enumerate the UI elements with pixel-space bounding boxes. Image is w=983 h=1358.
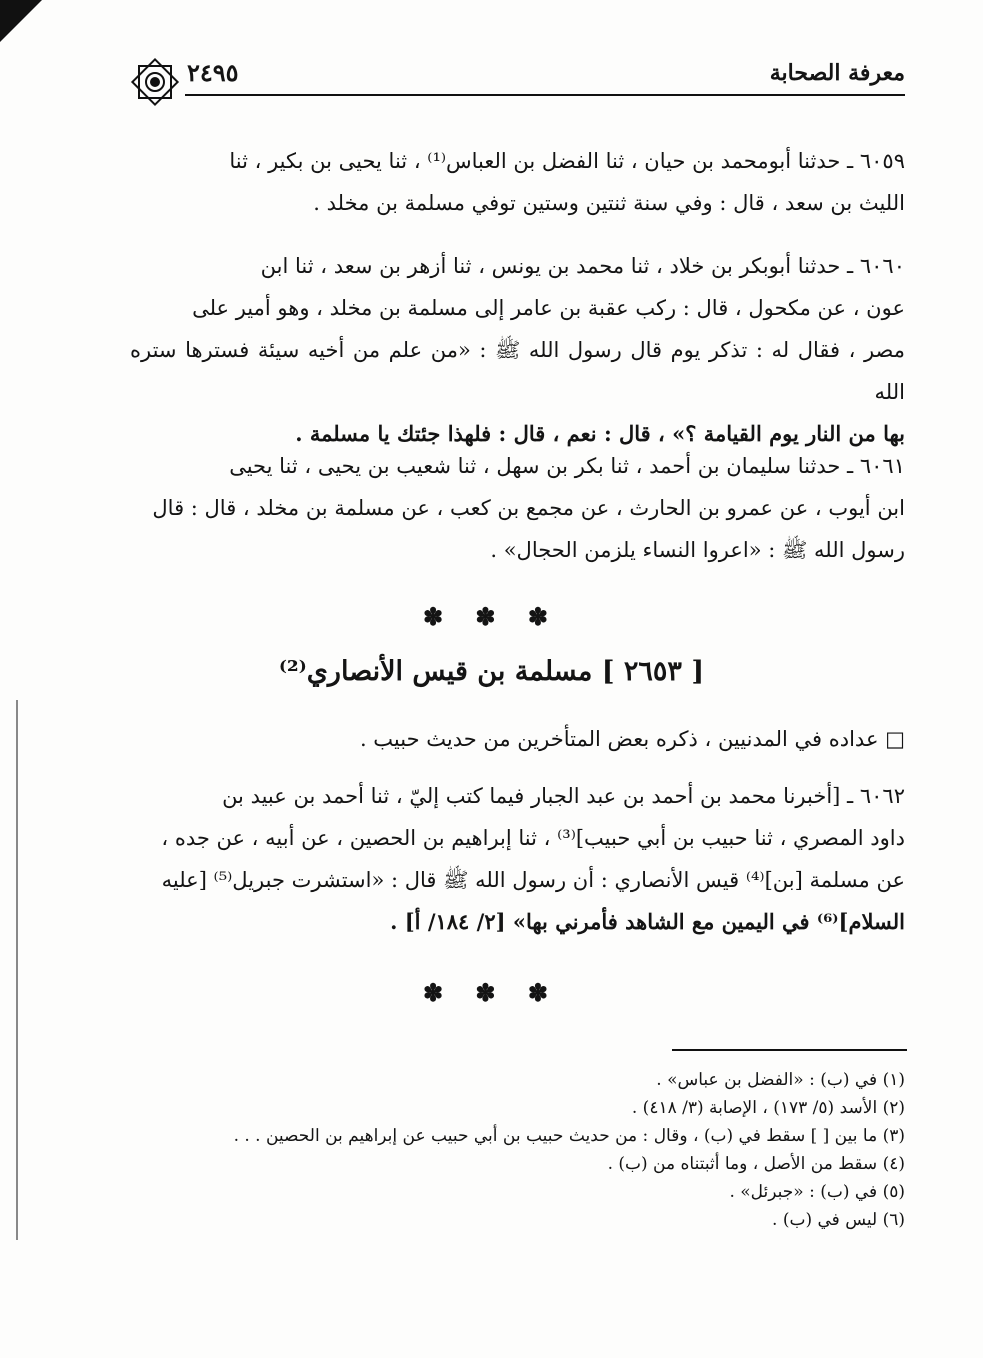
text-line: ابن أيوب ، عن عمرو بن الحارث ، عن مجمع بن كعب ، عن مسلمة بن مخلد ، قال : قال: [152, 496, 905, 520]
section-heading: [ ٢٦٥٣ ] مسلمة بن قيس الأنصاري⁽²⁾: [278, 656, 705, 687]
text-line: السلام]⁽⁶⁾ في اليمين مع الشاهد فأمرني بها» [٢/ ١٨٤/ أ] .: [390, 909, 905, 934]
footnote: (٦) ليس في (ب) .: [772, 1210, 905, 1230]
footnote: (٤) سقط من الأصل ، وما أثبتناه من (ب) .: [607, 1154, 905, 1174]
hadith-6060: [130, 245, 905, 455]
text-line: مصر ، فقال له : تذكر يوم قال رسول الله ﷺ : «من علم من أخيه سيئة فسترها ستره الله: [130, 338, 905, 404]
ornament-icon: [125, 52, 185, 112]
text-line: ٦٠٦١ ـ حدثنا سليمان بن أحمد ، ثنا بكر بن سهل ، ثنا شعيب بن يحيى ، ثنا يحيى: [229, 454, 905, 478]
footnote-rule: [672, 1049, 907, 1051]
text-line: □ عداده في المدنيين ، ذكره بعض المتأخرين من حديث حبيب .: [359, 727, 905, 751]
hadith-6059: [130, 140, 905, 224]
scan-edge-line: [16, 700, 18, 1240]
running-title: معرفة الصحابة: [769, 60, 905, 86]
header-rule: [185, 94, 905, 96]
footnote: (٢) الأسد (٥/ ١٧٣) ، الإصابة (٣/ ٤١٨) .: [631, 1098, 905, 1118]
text-line: ٦٠٦٠ ـ حدثنا أبوبكر بن خلاد ، ثنا محمد بن يونس ، ثنا أزهر بن سعد ، ثنا ابن: [260, 254, 905, 278]
hadith-6061: [130, 445, 905, 571]
text-line: رسول الله ﷺ : «اعروا النساء يلزمن الحجال» .: [490, 538, 905, 562]
page-header: [125, 52, 905, 98]
footnotes: [130, 1066, 905, 1234]
footnote: (١) في (ب) : «الفضل بن عباس» .: [656, 1070, 905, 1090]
text-line: بها من النار يوم القيامة ؟» ، قال : نعم ، قال : فلهذا جئتك يا مسلمة .: [295, 421, 905, 446]
page-number: ٢٤٩٥: [187, 58, 239, 87]
text-line: داود المصري ، ثنا حبيب بن أبي حبيب]⁽³⁾ ، ثنا إبراهيم بن الحصين ، عن أبيه ، عن جده ،: [161, 826, 905, 850]
footnote: (٣) ما بين [ ] سقط في (ب) ، وقال : من حديث حبيب بن أبي حبيب عن إبراهيم بن الحصين . . .: [233, 1126, 905, 1146]
text-line: عون ، عن مكحول ، قال : ركب عقبة بن عامر إلى مسلمة بن مخلد ، وهو أمير على: [192, 296, 905, 320]
text-line: ٦٠٦٢ ـ [أخبرنا محمد بن أحمد بن عبد الجبار فيما كتب إليّ ، ثنا أحمد بن عبيد بن: [222, 784, 905, 808]
section-separator: ✽ ✽ ✽: [422, 602, 561, 631]
text-line: الليث بن سعد ، قال : وفي سنة ثنتين وستين توفي مسلمة بن مخلد .: [313, 191, 905, 215]
biography-note: [130, 718, 905, 760]
text-line: عن مسلمة [بن]⁽⁴⁾ قيس الأنصاري : أن رسول الله ﷺ قال : «استشرت جبريل⁽⁵⁾ [عليه: [161, 868, 905, 892]
text-line: ٦٠٥٩ ـ حدثنا أبومحمد بن حيان ، ثنا الفضل بن العباس⁽¹⁾ ، ثنا يحيى بن بكير ، ثنا: [229, 149, 905, 173]
section-separator: ✽ ✽ ✽: [422, 978, 561, 1007]
hadith-6062: [130, 775, 905, 943]
scan-corner-mark: [0, 0, 42, 42]
footnote: (٥) في (ب) : «جبرئل» .: [729, 1182, 905, 1202]
